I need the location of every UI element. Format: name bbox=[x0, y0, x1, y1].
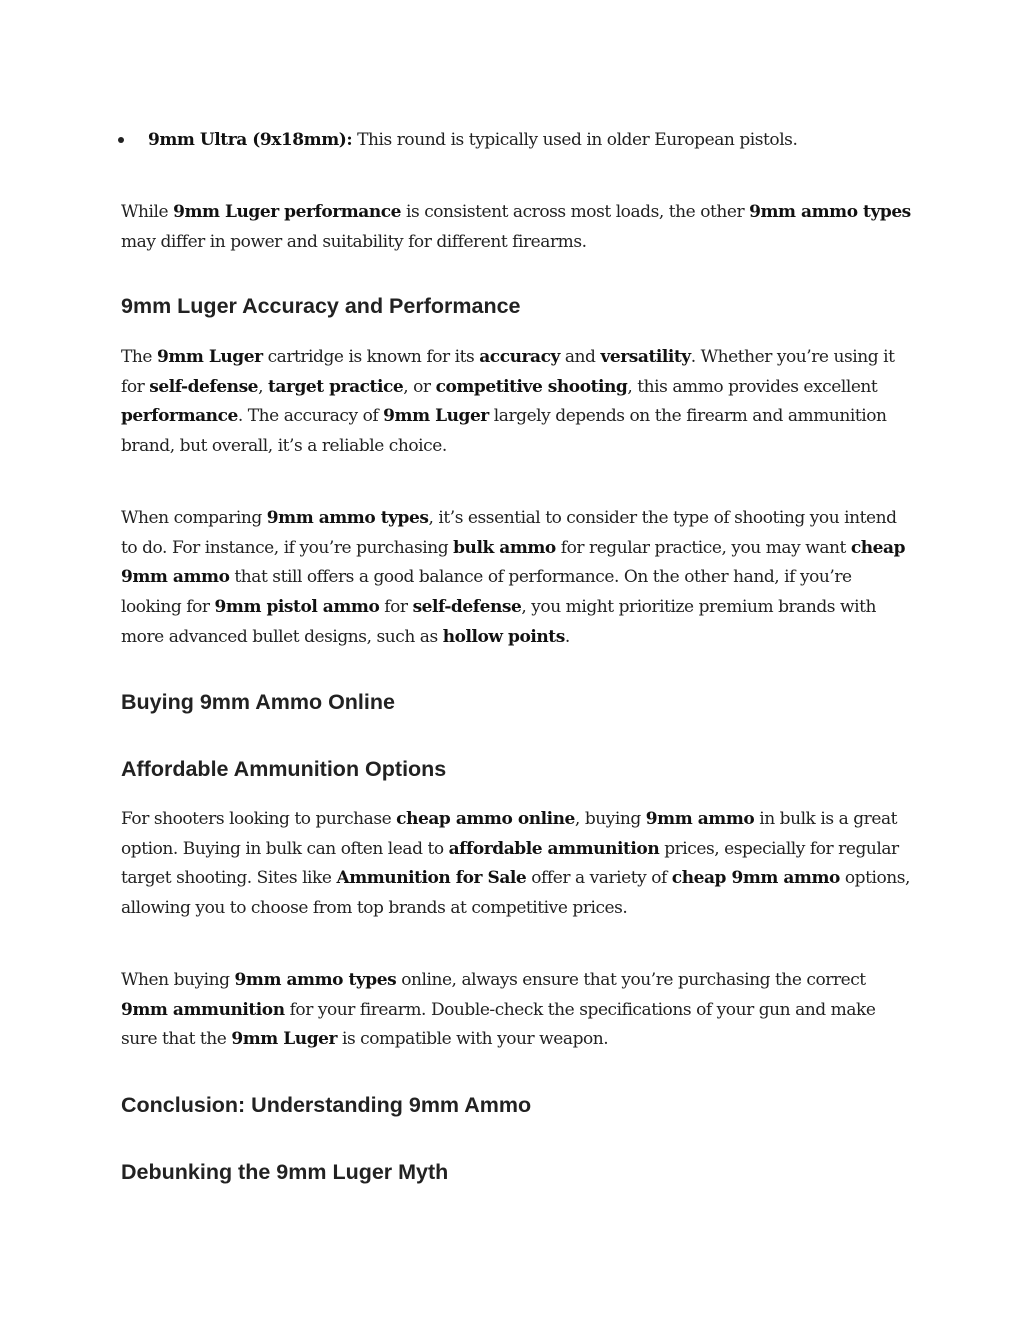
bold-run: cheap ammo online bbox=[396, 809, 575, 829]
text-run: , or bbox=[403, 376, 436, 397]
text-run: for your firearm. Double-check the specifications of your gun and make sure that the bbox=[121, 999, 876, 1050]
text-run: . The accuracy of bbox=[237, 406, 384, 427]
paragraph-accuracy bbox=[121, 343, 911, 462]
bold-run: 9mm ammo types bbox=[266, 508, 429, 528]
bold-run: 9mm Luger bbox=[383, 406, 489, 427]
text-run: may differ in power and suitability for different firearms. bbox=[121, 231, 587, 252]
bold-run: 9mm Luger bbox=[231, 1029, 338, 1050]
bullet-description: This round is typically used in older European pistols. bbox=[352, 130, 798, 150]
bold-run: competitive shooting bbox=[435, 376, 628, 397]
paragraph-buying-types bbox=[121, 966, 911, 1055]
paragraph-comparing-types bbox=[121, 504, 911, 653]
bold-run: 9mm pistol ammo bbox=[214, 597, 380, 618]
text-run: that still offers a good balance of performance. On the other hand, if you’re looking for bbox=[121, 567, 852, 618]
text-run: for regular practice, you may want bbox=[555, 537, 851, 558]
bold-run: target practice bbox=[267, 376, 404, 397]
heading-accuracy-performance: 9mm Luger Accuracy and Performance bbox=[121, 294, 521, 318]
bullet-icon bbox=[118, 137, 124, 143]
bold-run: affordable ammunition bbox=[448, 838, 660, 859]
paragraph-cheap-ammo bbox=[121, 805, 911, 924]
bold-run: 9mm ammo bbox=[645, 809, 755, 829]
bold-run: 9mm ammo types bbox=[234, 970, 397, 990]
text-run: is compatible with your weapon. bbox=[337, 1029, 609, 1050]
bold-run: performance bbox=[121, 406, 238, 427]
text-run: , it’s essential to consider the type of shooting you intend to do. For instance, if you’re purchasing bbox=[121, 508, 897, 558]
text-run: in bulk is a great option. Buying in bulk can often lead to bbox=[121, 809, 898, 859]
text-run: offer a variety of bbox=[526, 868, 672, 889]
heading-debunking-myth: Debunking the 9mm Luger Myth bbox=[121, 1160, 449, 1184]
bold-run: versatility bbox=[600, 347, 691, 367]
text-run: options, allowing you to choose from top brands at competitive prices. bbox=[121, 868, 910, 919]
text-run: The bbox=[121, 347, 157, 367]
bold-run: self-defense bbox=[149, 376, 259, 397]
text-run: While bbox=[121, 202, 174, 222]
bold-run: self-defense bbox=[412, 597, 522, 618]
bold-run: accuracy bbox=[479, 347, 560, 367]
text-run: For shooters looking to purchase bbox=[121, 809, 397, 829]
text-run: , buying bbox=[574, 809, 646, 829]
text-run: cartridge is known for its bbox=[262, 347, 480, 367]
heading-affordable-options: Affordable Ammunition Options bbox=[121, 757, 447, 781]
text-run: . Whether you’re using it for bbox=[121, 347, 895, 397]
bold-run: 9mm ammunition bbox=[121, 999, 285, 1020]
bold-run: cheap 9mm ammo bbox=[671, 868, 840, 889]
bold-run: 9mm Luger performance bbox=[173, 202, 402, 222]
text-run: When comparing bbox=[121, 508, 267, 528]
bullet-item-9mm-ultra bbox=[148, 126, 797, 156]
bold-run: cheap 9mm ammo bbox=[121, 537, 906, 588]
bold-run: 9mm Luger bbox=[156, 347, 263, 367]
bullet-term: 9mm Ultra (9x18mm): bbox=[148, 130, 353, 150]
heading-buying-online: Buying 9mm Ammo Online bbox=[121, 690, 395, 714]
text-run: for bbox=[379, 597, 413, 618]
text-run: When buying bbox=[121, 970, 235, 990]
bold-run: bulk ammo bbox=[453, 537, 556, 558]
text-run: largely depends on the firearm and ammunition brand, but overall, it’s a reliable choice. bbox=[121, 406, 887, 457]
text-run: online, always ensure that you’re purchasing the correct bbox=[396, 970, 866, 990]
bold-run: hollow points bbox=[442, 626, 565, 647]
text-run: , you might prioritize premium brands with more advanced bullet designs, such as bbox=[121, 597, 876, 647]
text-run: , bbox=[258, 376, 268, 397]
text-run: prices, especially for regular target shooting. Sites like bbox=[121, 838, 899, 889]
text-run: , this ammo provides excellent bbox=[627, 376, 878, 397]
bold-run: Ammunition for Sale bbox=[336, 868, 527, 889]
paragraph-luger-performance bbox=[121, 198, 911, 257]
text-run: is consistent across most loads, the other bbox=[401, 202, 750, 222]
text-run: . bbox=[564, 626, 570, 647]
bold-run: 9mm ammo types bbox=[749, 202, 911, 222]
text-run: and bbox=[559, 347, 601, 367]
heading-conclusion: Conclusion: Understanding 9mm Ammo bbox=[121, 1093, 532, 1117]
